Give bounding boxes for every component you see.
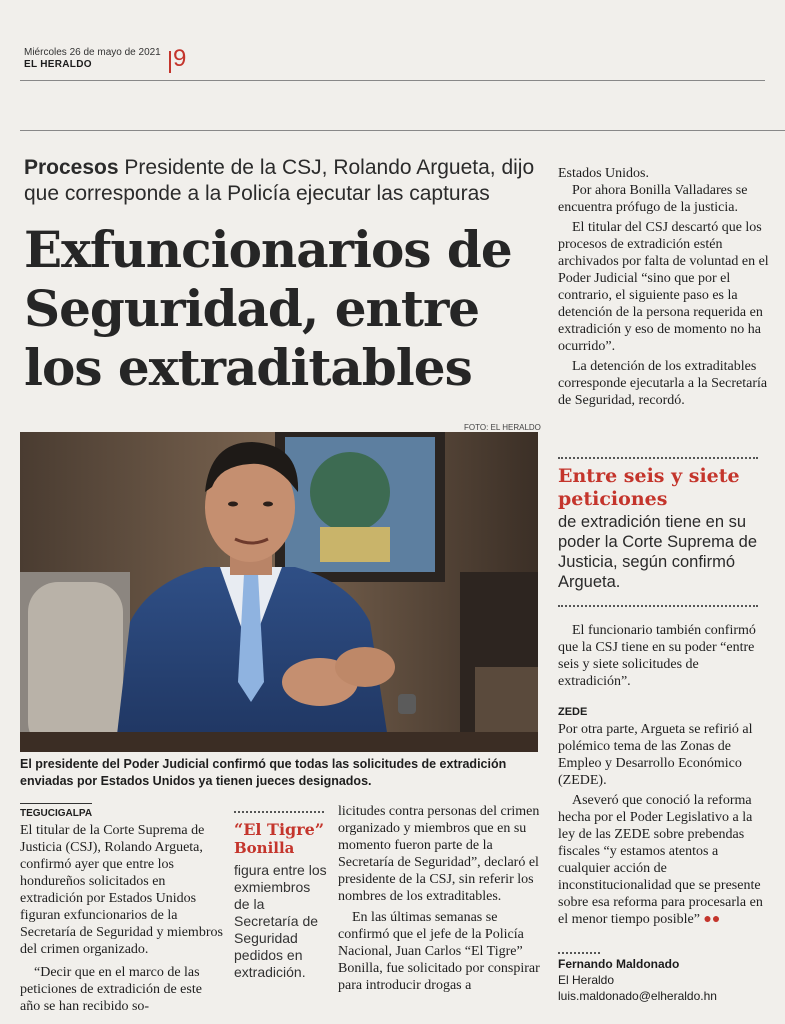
header-rule: [20, 80, 765, 81]
paragraph: El titular del CSJ descartó que los procesos de extradición estén archivados por falta de voluntad en el Poder Judicial “sino que por el contrario, el siguiente paso es la detención de la persona requerida en extradición y eso de momento no ha ocurrido”.: [558, 220, 769, 354]
paragraph: Estados Unidos.: [558, 166, 649, 181]
author-block: [558, 957, 770, 1003]
paragraph: “Decir que en el marco de las peticiones de extradición de este año se han recibido so-: [20, 965, 202, 1014]
paragraph: En las últimas semanas se confirmó que el jefe de la Policía Nacional, Juan Carlos “El Tigre” Bonilla, fue solicitado por conspirar para introducir drogas a: [338, 910, 540, 993]
sidebar-text: figura entre los exmiembros de la Secretaría de Seguridad pedidos en extradición.: [234, 862, 327, 980]
article-photo: [20, 432, 538, 752]
sidebar-divider: [234, 811, 324, 813]
kicker: [24, 155, 544, 207]
newspaper-name: EL HERALDO: [24, 59, 92, 70]
body-column-1: [20, 803, 223, 1015]
sidebar-title: “El Tigre”: [234, 820, 325, 839]
paragraph-text: Aseveró que conoció la reforma hecha por el Poder Legislativo a la ley de las ZEDE sobre prebendas fiscales “y estamos atentos a cualquier acción de inconstitucionalidad que se presente sobre esa reforma para procesarla en el menor tiempo posible”: [558, 793, 763, 927]
paragraph: licitudes contra personas del crimen organizado y miembros que en su momento fueron parte de la Secretaría de Seguridad”, declaró el presidente de la CSJ, sin referir los nombres de los extraditables.: [338, 804, 540, 904]
portrait-illustration: [20, 432, 538, 752]
issue-date: Miércoles 26 de mayo de 2021: [24, 47, 161, 58]
sidebar-box: [234, 820, 329, 981]
headline: Exfuncionarios de Seguridad, entre los extraditables: [24, 220, 512, 397]
dateline: TEGUCIGALPA: [20, 803, 92, 822]
section-rule: [20, 130, 785, 131]
photo-credit: FOTO: EL HERALDO: [464, 423, 541, 432]
body-column-4-top: [558, 165, 770, 409]
end-mark: ●●: [703, 912, 721, 927]
author-divider: [558, 952, 600, 954]
kicker-label: Procesos: [24, 156, 119, 179]
subhead-zede: ZEDE: [558, 706, 588, 718]
pullquote-rule-bottom: [558, 605, 758, 607]
paragraph: La detención de los extraditables corresponde ejecutarla a la Secretaría de Seguridad, recordó.: [558, 359, 768, 408]
page-number: 9: [173, 45, 187, 72]
body-column-4-bottom: [558, 721, 770, 928]
paragraph: El funcionario también confirmó que la CSJ tiene en su poder “entre seis y siete solicitudes de extradición”.: [558, 623, 756, 689]
pullquote-text: de extradición tiene en su poder la Corte Suprema de Justicia, según confirmó Argueta.: [558, 513, 758, 591]
paragraph: Por otra parte, Argueta se refirió al polémico tema de las Zonas de Empleo y Desarrollo Económico (ZEDE).: [558, 722, 753, 788]
paragraph-text: El titular de la Corte Suprema de Justicia (CSJ), Rolando Argueta, confirmó ayer que entre los hondureños solicitados en extradición por Estados Unidos figuran exfuncionarios de la Secretaría de Seguridad y miembros del crimen organizado.: [20, 823, 223, 957]
pullquote-title: Entre seis y siete peticiones: [558, 465, 740, 510]
author-outlet: El Heraldo: [558, 973, 615, 987]
paragraph: [20, 803, 223, 958]
body-column-4-mid: [558, 622, 770, 690]
author-name: Fernando Maldonado: [558, 957, 680, 971]
author-email: luis.maldonado@elheraldo.hn: [558, 989, 717, 1003]
pullquote-rule-top: [558, 457, 758, 459]
paragraph: [558, 792, 770, 928]
paragraph: Por ahora Bonilla Valladares se encuentra prófugo de la justicia.: [558, 183, 748, 215]
sidebar-subtitle: Bonilla: [234, 839, 295, 857]
kicker-text: Presidente de la CSJ, Rolando Argueta, dijo que corresponde a la Policía ejecutar las capturas: [24, 156, 535, 205]
photo-caption: El presidente del Poder Judicial confirmó que todas las solicitudes de extradición enviadas por Estados Unidos ya tienen jueces designados.: [20, 757, 507, 788]
body-column-3: [338, 803, 541, 994]
